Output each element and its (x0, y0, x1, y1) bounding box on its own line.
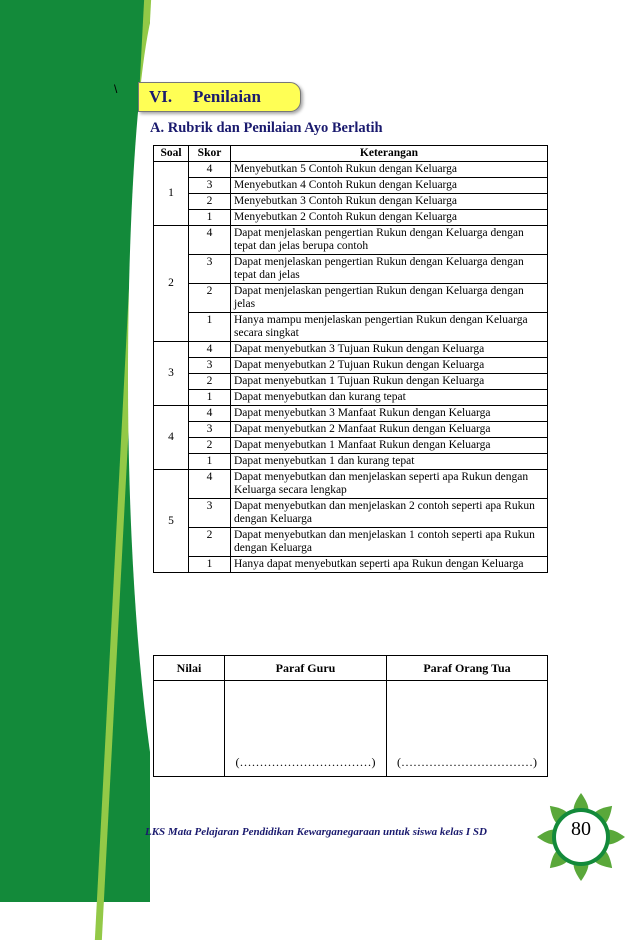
skor-cell: 3 (189, 358, 231, 374)
keterangan-cell: Dapat menyebutkan dan menjelaskan 2 contoh seperti apa Rukun dengan Keluarga (231, 499, 548, 528)
skor-cell: 1 (189, 390, 231, 406)
table-row (154, 454, 548, 470)
keterangan-cell: Hanya mampu menjelaskan pengertian Rukun dengan Keluarga secara singkat (231, 313, 548, 342)
page-green-band (0, 0, 150, 902)
skor-cell: 4 (189, 406, 231, 422)
skor-cell: 4 (189, 470, 231, 499)
soal-cell: 4 (154, 406, 189, 470)
skor-cell: 3 (189, 255, 231, 284)
stray-mark: \ (114, 82, 118, 96)
keterangan-cell: Menyebutkan 2 Contoh Rukun dengan Keluarga (231, 210, 548, 226)
table-row (154, 342, 548, 358)
grade-sign-row (154, 681, 548, 777)
soal-cell: 3 (154, 342, 189, 406)
keterangan-cell: Dapat menyebutkan dan kurang tepat (231, 390, 548, 406)
rubric-body (154, 162, 548, 573)
subtitle: A. Rubrik dan Penilaian Ayo Berlatih (150, 120, 383, 136)
grade-table (153, 655, 548, 777)
page-number: 80 (571, 818, 591, 840)
keterangan-cell: Menyebutkan 4 Contoh Rukun dengan Keluarga (231, 178, 548, 194)
keterangan-cell: Dapat menyebutkan dan menjelaskan 1 contoh seperti apa Rukun dengan Keluarga (231, 528, 548, 557)
header-nilai: Nilai (154, 656, 225, 681)
rubric-table (153, 145, 548, 573)
header-soal: Soal (154, 146, 189, 162)
section-title: Penilaian (193, 87, 262, 106)
soal-cell: 2 (154, 226, 189, 342)
paraf-guru-cell[interactable]: (……………………………) (225, 681, 387, 777)
keterangan-cell: Dapat menyebutkan 1 Manfaat Rukun dengan Keluarga (231, 438, 548, 454)
table-row (154, 255, 548, 284)
keterangan-cell: Dapat menyebutkan 3 Manfaat Rukun dengan Keluarga (231, 406, 548, 422)
skor-cell: 1 (189, 454, 231, 470)
table-row (154, 194, 548, 210)
header-keterangan: Keterangan (231, 146, 548, 162)
keterangan-cell: Dapat menyebutkan 3 Tujuan Rukun dengan Keluarga (231, 342, 548, 358)
table-row (154, 178, 548, 194)
table-row (154, 226, 548, 255)
table-row (154, 162, 548, 178)
keterangan-cell: Menyebutkan 3 Contoh Rukun dengan Keluarga (231, 194, 548, 210)
table-row (154, 499, 548, 528)
keterangan-cell: Dapat menyebutkan 1 Tujuan Rukun dengan Keluarga (231, 374, 548, 390)
keterangan-cell: Menyebutkan 5 Contoh Rukun dengan Keluarga (231, 162, 548, 178)
section-heading (138, 82, 301, 112)
skor-cell: 4 (189, 342, 231, 358)
keterangan-cell: Dapat menyebutkan 1 dan kurang tepat (231, 454, 548, 470)
keterangan-cell: Dapat menjelaskan pengertian Rukun dengan Keluarga dengan jelas (231, 284, 548, 313)
keterangan-cell: Dapat menyebutkan 2 Tujuan Rukun dengan Keluarga (231, 358, 548, 374)
header-skor: Skor (189, 146, 231, 162)
table-row (154, 390, 548, 406)
table-row (154, 210, 548, 226)
table-row (154, 470, 548, 499)
table-row (154, 557, 548, 573)
skor-cell: 4 (189, 226, 231, 255)
table-row (154, 406, 548, 422)
keterangan-cell: Dapat menjelaskan pengertian Rukun dengan Keluarga dengan tepat dan jelas berupa contoh (231, 226, 548, 255)
skor-cell: 4 (189, 162, 231, 178)
paraf-orang-tua-cell[interactable]: (……………………………) (387, 681, 548, 777)
keterangan-cell: Hanya dapat menyebutkan seperti apa Rukun dengan Keluarga (231, 557, 548, 573)
skor-cell: 3 (189, 422, 231, 438)
table-row (154, 358, 548, 374)
soal-cell: 5 (154, 470, 189, 573)
skor-cell: 2 (189, 528, 231, 557)
nilai-cell[interactable] (154, 681, 225, 777)
keterangan-cell: Dapat menyebutkan 2 Manfaat Rukun dengan Keluarga (231, 422, 548, 438)
grade-header-row (154, 656, 548, 681)
header-paraf-orang-tua: Paraf Orang Tua (387, 656, 548, 681)
skor-cell: 3 (189, 178, 231, 194)
rubric-header-row (154, 146, 548, 162)
table-row (154, 374, 548, 390)
skor-cell: 2 (189, 374, 231, 390)
table-row (154, 313, 548, 342)
skor-cell: 2 (189, 284, 231, 313)
skor-cell: 1 (189, 313, 231, 342)
table-row (154, 528, 548, 557)
skor-cell: 1 (189, 557, 231, 573)
skor-cell: 2 (189, 194, 231, 210)
soal-cell: 1 (154, 162, 189, 226)
table-row (154, 284, 548, 313)
skor-cell: 1 (189, 210, 231, 226)
keterangan-cell: Dapat menjelaskan pengertian Rukun dengan Keluarga dengan tepat dan jelas (231, 255, 548, 284)
section-number: VI. (149, 87, 173, 106)
keterangan-cell: Dapat menyebutkan dan menjelaskan seperti apa Rukun dengan Keluarga secara lengkap (231, 470, 548, 499)
skor-cell: 2 (189, 438, 231, 454)
footer-text: LKS Mata Pelajaran Pendidikan Kewarganegaraan untuk siswa kelas I SD (145, 826, 487, 838)
skor-cell: 3 (189, 499, 231, 528)
table-row (154, 438, 548, 454)
table-row (154, 422, 548, 438)
header-paraf-guru: Paraf Guru (225, 656, 387, 681)
